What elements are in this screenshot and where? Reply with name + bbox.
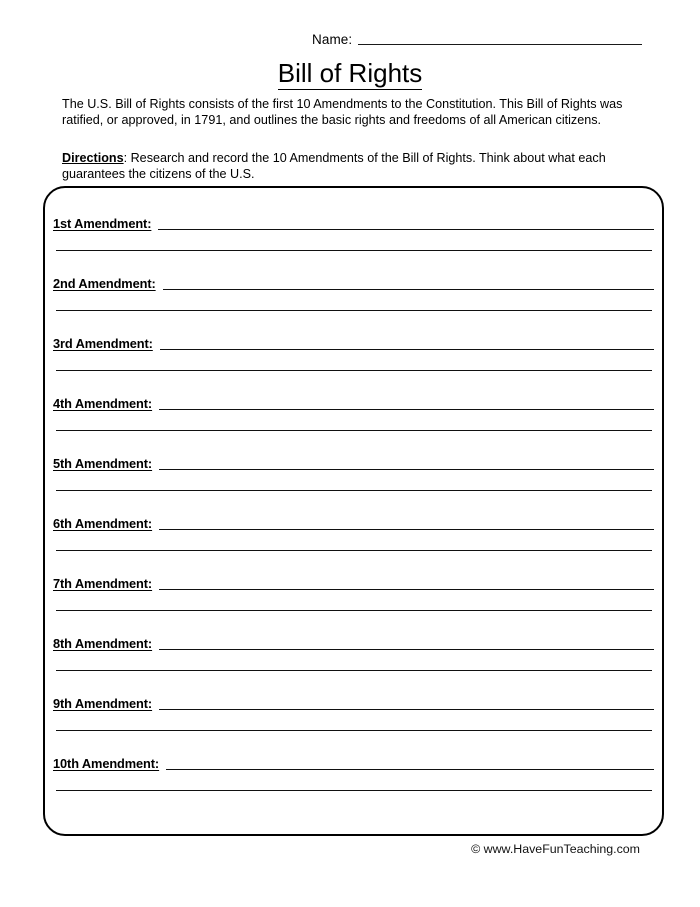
amendment-continuation-line[interactable] — [56, 310, 652, 311]
amendment-label-row — [53, 756, 654, 771]
amendment-row — [53, 560, 654, 620]
amendment-label: 4th Amendment: — [53, 396, 153, 411]
amendment-label: 1st Amendment: — [53, 216, 152, 231]
directions-text: : Research and record the 10 Amendments of the Bill of Rights. Think about what each guarantees the citizens of the U.S. — [62, 151, 606, 182]
amendment-label: 9th Amendment: — [53, 696, 153, 711]
amendment-continuation-line[interactable] — [56, 490, 652, 491]
amendment-write-on-line[interactable] — [159, 529, 654, 530]
amendment-row — [53, 500, 654, 560]
amendment-label-row — [53, 516, 654, 531]
amendment-write-on-line[interactable] — [159, 649, 654, 650]
name-label: Name: — [312, 32, 353, 47]
amendment-write-on-line[interactable] — [159, 589, 654, 590]
amendment-label-row — [53, 576, 654, 591]
amendment-label: 8th Amendment: — [53, 636, 153, 651]
directions-heading: Directions — [62, 151, 124, 165]
amendment-continuation-line[interactable] — [56, 250, 652, 251]
amendment-label: 10th Amendment: — [53, 756, 160, 771]
amendment-write-on-line[interactable] — [160, 349, 654, 350]
name-write-on-line[interactable] — [358, 44, 642, 45]
amendment-continuation-line[interactable] — [56, 550, 652, 551]
footer-credit: © www.HaveFunTeaching.com — [471, 842, 640, 856]
page-title — [0, 58, 700, 88]
amendment-label: 2nd Amendment: — [53, 276, 156, 291]
amendment-write-on-line[interactable] — [159, 469, 654, 470]
amendment-write-on-line[interactable] — [163, 289, 654, 290]
amendment-row — [53, 380, 654, 440]
amendment-write-on-line[interactable] — [166, 769, 654, 770]
amendment-row — [53, 740, 654, 800]
amendment-write-on-line[interactable] — [159, 409, 654, 410]
amendment-label-row — [53, 336, 654, 351]
amendment-label: 6th Amendment: — [53, 516, 153, 531]
amendment-row — [53, 200, 654, 260]
amendment-continuation-line[interactable] — [56, 430, 652, 431]
amendment-row — [53, 260, 654, 320]
amendment-continuation-line[interactable] — [56, 370, 652, 371]
intro-paragraph: The U.S. Bill of Rights consists of the first 10 Amendments to the Constitution. This Bill of Rights was ratified, or approved, in 1791, and outlines the basic rights and freedoms of all American citizens. — [62, 97, 623, 128]
amendment-label-row — [53, 276, 654, 291]
amendment-label: 3rd Amendment: — [53, 336, 153, 351]
amendment-continuation-line[interactable] — [56, 610, 652, 611]
amendment-label: 5th Amendment: — [53, 456, 153, 471]
amendment-write-on-line[interactable] — [158, 229, 654, 230]
amendment-continuation-line[interactable] — [56, 670, 652, 671]
amendment-label-row — [53, 696, 654, 711]
amendment-row — [53, 440, 654, 500]
amendment-row — [53, 620, 654, 680]
amendment-write-on-line[interactable] — [159, 709, 654, 710]
amendment-continuation-line[interactable] — [56, 790, 652, 791]
amendment-continuation-line[interactable] — [56, 730, 652, 731]
amendment-label-row — [53, 216, 654, 231]
amendment-row — [53, 680, 654, 740]
amendment-label-row — [53, 456, 654, 471]
directions-paragraph — [62, 150, 640, 183]
page-title-text: Bill of Rights — [277, 58, 423, 88]
amendment-label: 7th Amendment: — [53, 576, 153, 591]
amendment-label-row — [53, 396, 654, 411]
amendment-row — [53, 320, 654, 380]
amendment-list — [43, 186, 664, 836]
name-field[interactable] — [312, 32, 642, 47]
amendment-label-row — [53, 636, 654, 651]
